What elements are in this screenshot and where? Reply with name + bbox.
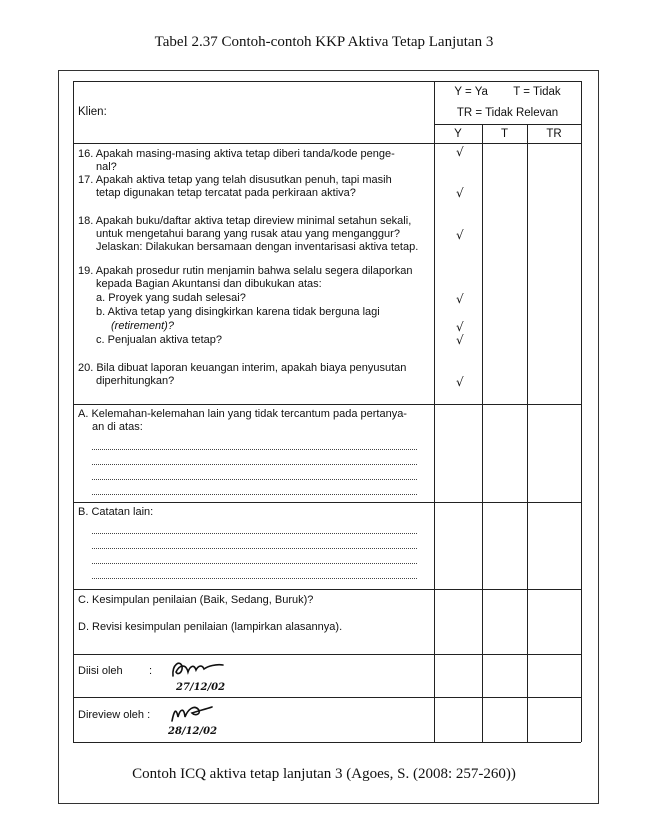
question-18-explanation: Jelaskan: Dilakukan bersamaan dengan inventarisasi aktiva tetap. — [96, 241, 419, 253]
section-d-heading: D. Revisi kesimpulan penilaian (lampirkan alasannya). — [78, 621, 343, 633]
question-18: 18. Apakah buku/daftar aktiva tetap direview minimal setahun sekali, — [78, 215, 412, 227]
checkmark-q16: √ — [456, 145, 464, 159]
signature-reviewed-by — [168, 699, 218, 725]
column-header-t: T — [500, 128, 509, 140]
dotted-line — [92, 494, 417, 495]
question-19: 19. Apakah prosedur rutin menjamin bahwa selalu segera dilaporkan — [78, 265, 413, 277]
legend-yes-no: Y = Ya T = Tidak — [454, 86, 561, 98]
table-border-bottom — [73, 742, 581, 743]
figure-caption: Contoh ICQ aktiva tetap lanjutan 3 (Agoes, S. (2008: 257-260)) — [132, 766, 516, 782]
column-divider — [482, 124, 483, 742]
frame-border — [58, 70, 599, 71]
page-title: Tabel 2.37 Contoh-contoh KKP Aktiva Tetap Lanjutan 3 — [154, 34, 494, 50]
question-16: 16. Apakah masing-masing aktiva tetap diberi tanda/kode penge- — [78, 148, 395, 160]
frame-border — [58, 803, 599, 804]
column-divider — [434, 81, 435, 742]
column-divider — [527, 124, 528, 742]
dotted-line — [92, 479, 417, 480]
section-b-heading: B. Catatan lain: — [78, 506, 154, 518]
question-19-b-cont: (retirement)? — [111, 320, 174, 332]
filled-date: 27/12/02 — [176, 682, 226, 693]
section-a-heading: A. Kelemahan-kelemahan lain yang tidak tercantum pada pertanya- — [78, 408, 407, 420]
question-20-cont: diperhitungkan? — [96, 375, 175, 387]
checkmark-q20: √ — [456, 375, 464, 389]
question-20: 20. Bila dibuat laporan keuangan interim, apakah biaya penyusutan — [78, 362, 407, 374]
dotted-line — [92, 449, 417, 450]
question-19-a: a. Proyek yang sudah selesai? — [96, 292, 246, 304]
section-c-heading: C. Kesimpulan penilaian (Baik, Sedang, Buruk)? — [78, 594, 314, 606]
row-divider — [73, 502, 581, 503]
table-border-right — [581, 81, 582, 742]
row-divider — [73, 697, 581, 698]
checkmark-q17: √ — [456, 186, 464, 200]
question-19-c: c. Penjualan aktiva tetap? — [96, 334, 222, 346]
checkmark-q18: √ — [456, 228, 464, 242]
client-label: Klien: — [78, 106, 107, 118]
checkmark-q19b: √ — [456, 320, 464, 334]
question-17-cont: tetap digunakan tetap tercatat pada perkiraan aktiva? — [96, 187, 356, 199]
row-divider — [73, 404, 581, 405]
question-17: 17. Apakah aktiva tetap yang telah disusutkan penuh, tapi masih — [78, 174, 392, 186]
legend-not-relevant: TR = Tidak Relevan — [456, 107, 559, 119]
filled-by-label: Diisi oleh — [78, 665, 123, 677]
checkmark-q19c: √ — [456, 333, 464, 347]
reviewed-date: 28/12/02 — [168, 726, 218, 737]
row-divider — [73, 654, 581, 655]
header-bottom-line — [73, 143, 581, 144]
dotted-line — [92, 578, 417, 579]
signature-filled-by — [168, 656, 226, 682]
table-border-left — [73, 81, 74, 742]
column-header-y: Y — [454, 128, 462, 140]
frame-border — [598, 70, 599, 804]
question-16-cont: nal? — [96, 161, 117, 173]
question-19-b: b. Aktiva tetap yang disingkirkan karena tidak berguna lagi — [96, 306, 380, 318]
question-19-cont: kepada Bagian Akuntansi dan dibukukan atas: — [96, 278, 322, 290]
column-header-tr: TR — [546, 128, 562, 140]
dotted-line — [92, 533, 417, 534]
frame-border — [58, 70, 59, 804]
row-divider — [73, 589, 581, 590]
header-divider — [434, 124, 581, 125]
reviewed-by-label: Direview oleh : — [78, 709, 151, 721]
checkmark-q19a: √ — [456, 292, 464, 306]
dotted-line — [92, 548, 417, 549]
section-a-heading-cont: an di atas: — [92, 421, 143, 433]
filled-by-colon: : — [149, 665, 153, 677]
question-18-cont: untuk mengetahui barang yang rusak atau yang menganggur? — [96, 228, 400, 240]
dotted-line — [92, 464, 417, 465]
dotted-line — [92, 563, 417, 564]
table-border-top — [73, 81, 581, 82]
